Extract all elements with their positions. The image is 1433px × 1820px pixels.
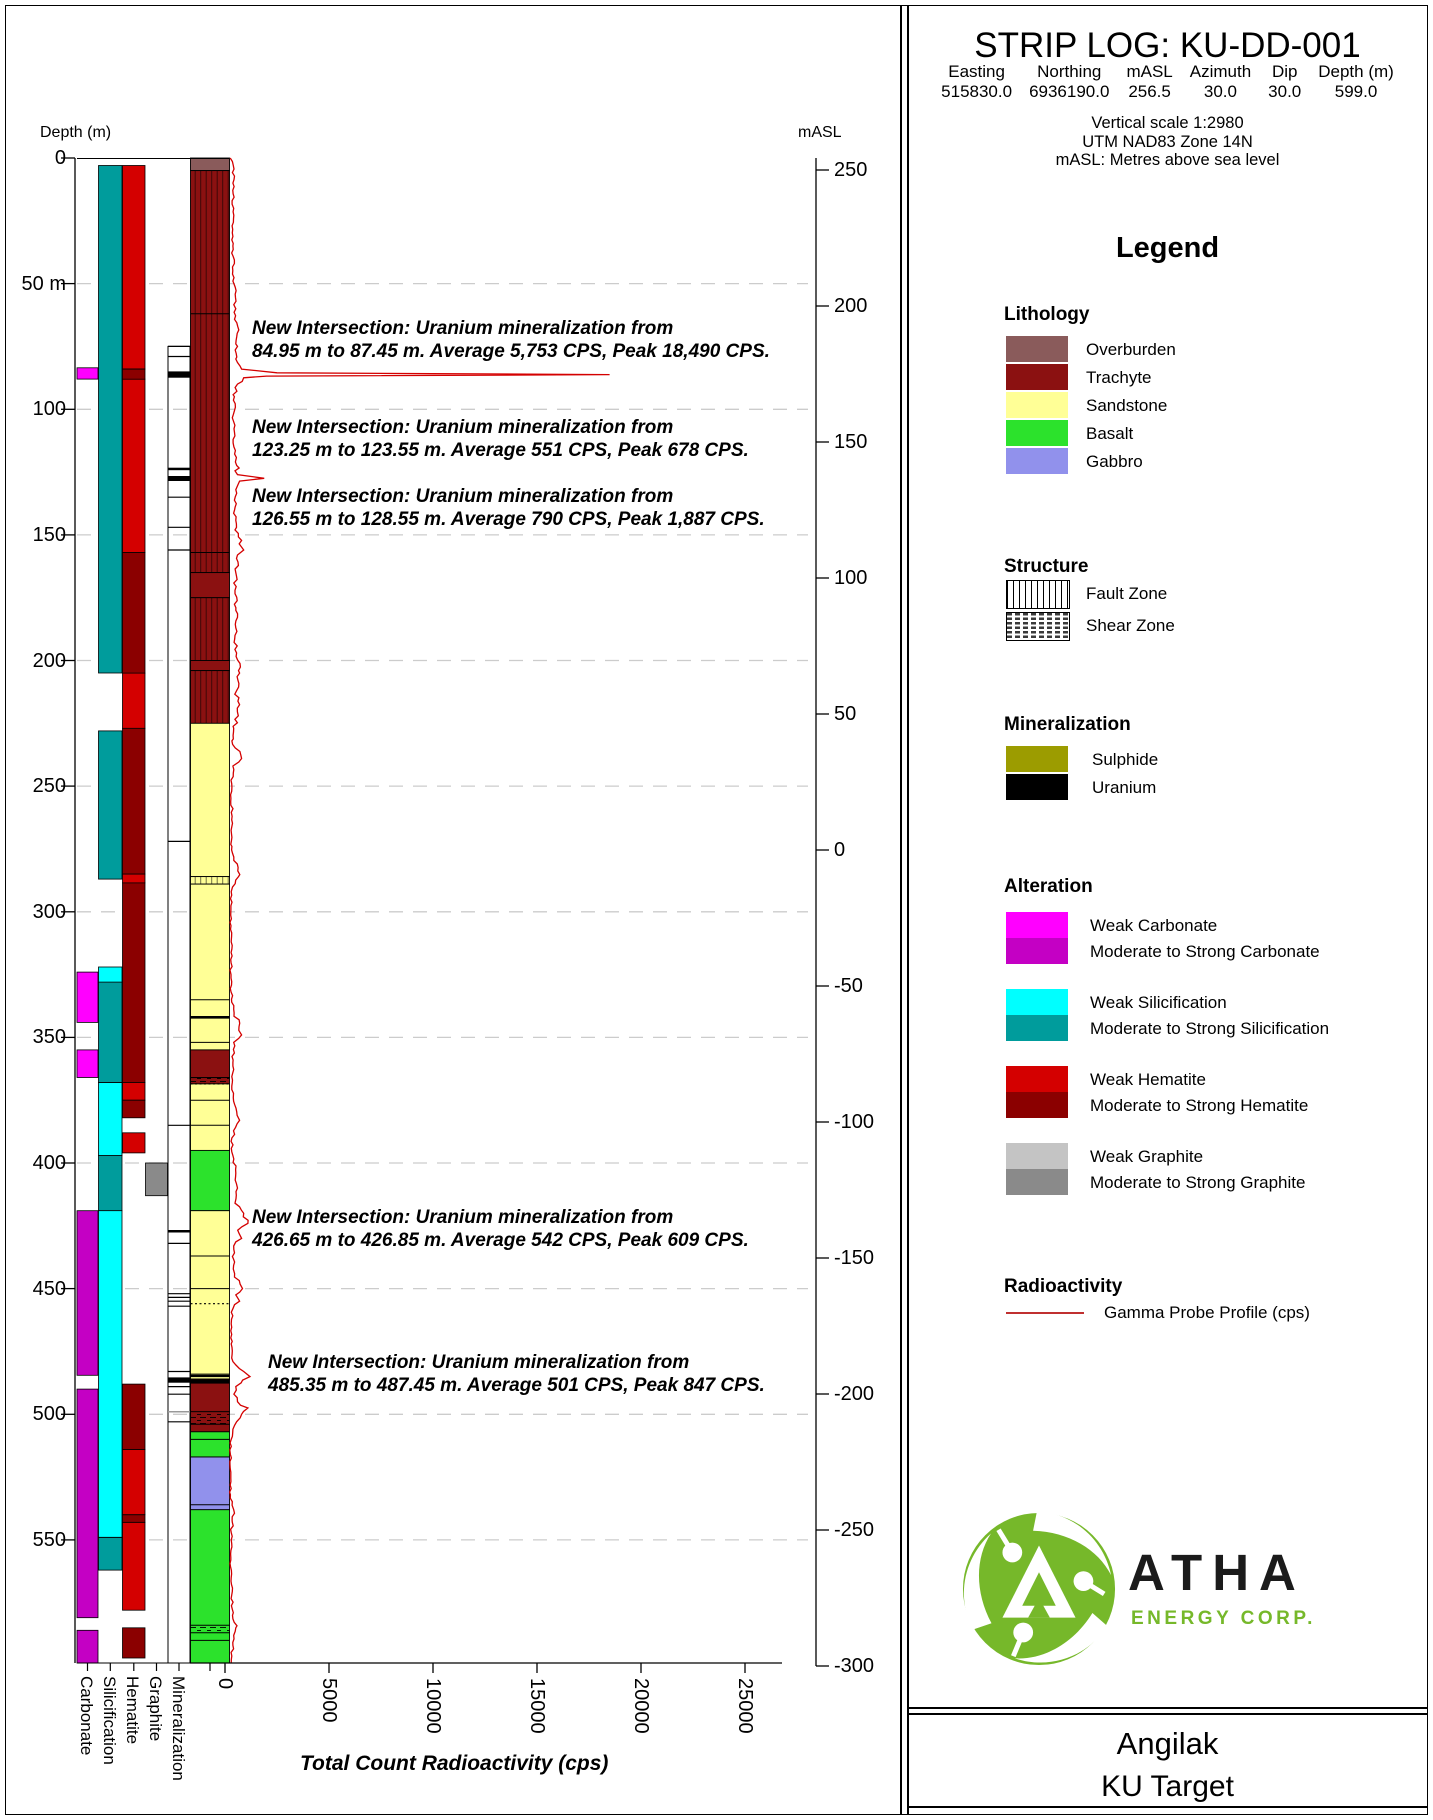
legend-item-label: Weak Silicification bbox=[1090, 993, 1227, 1012]
annotation-line2: 485.35 m to 487.45 m. Average 501 CPS, Peak 847 CPS. bbox=[268, 1375, 765, 1396]
depth-tick-label: 400 bbox=[32, 1152, 66, 1174]
lithology-interval bbox=[191, 661, 230, 671]
annotation-line1: New Intersection: Uranium mineralization from bbox=[252, 486, 674, 507]
project-name: Angilak bbox=[1116, 1726, 1219, 1761]
alteration-weak-swatch bbox=[1006, 912, 1068, 938]
structure-overlay bbox=[191, 171, 230, 573]
lithology-swatch bbox=[1006, 420, 1068, 446]
alteration-band bbox=[123, 369, 146, 379]
annotation-line2: 126.55 m to 128.55 m. Average 790 CPS, Peak 1,887 CPS. bbox=[252, 509, 765, 530]
lithology-interval bbox=[191, 158, 230, 171]
legend-item-label: Fault Zone bbox=[1086, 584, 1168, 603]
masl-tick-label: 0 bbox=[834, 839, 846, 861]
alteration-band bbox=[123, 1133, 146, 1153]
legend-item-label: Moderate to Strong Carbonate bbox=[1090, 942, 1320, 961]
uranium-band bbox=[168, 1377, 190, 1382]
alteration-band bbox=[123, 1522, 146, 1610]
intersection-annotation bbox=[252, 317, 770, 363]
alteration-weak-swatch bbox=[1006, 1066, 1068, 1092]
collar-field-label: Dip bbox=[1271, 62, 1298, 81]
legend-item-label: Moderate to Strong Hematite bbox=[1090, 1096, 1309, 1115]
intersection-annotation bbox=[252, 416, 749, 462]
alteration-band bbox=[99, 731, 123, 879]
structure-overlay bbox=[191, 1625, 230, 1633]
depth-tick-label: 350 bbox=[32, 1026, 66, 1048]
alteration-band bbox=[123, 1628, 146, 1658]
alteration-band bbox=[77, 972, 98, 1022]
lithology-interval bbox=[191, 1633, 230, 1663]
alteration-band bbox=[123, 874, 146, 883]
fault-zone-swatch bbox=[1006, 580, 1070, 609]
mineralization-swatch bbox=[1006, 746, 1068, 772]
cps-tick-label: 5000 bbox=[318, 1678, 340, 1723]
alteration-band bbox=[123, 1100, 146, 1118]
lithology-interval bbox=[191, 1457, 230, 1510]
scale-notes bbox=[908, 114, 1427, 170]
legend-item-label: Gamma Probe Profile (cps) bbox=[1104, 1303, 1310, 1322]
cps-axis-title: Total Count Radioactivity (cps) bbox=[300, 1752, 609, 1775]
depth-tick-label: 500 bbox=[32, 1403, 66, 1425]
panel-divider-line-inner bbox=[907, 6, 909, 1814]
lithology-interval bbox=[191, 1424, 230, 1432]
panel-divider-line-outer bbox=[900, 6, 902, 1814]
collar-field bbox=[1126, 62, 1172, 102]
collar-field-label: Azimuth bbox=[1189, 62, 1252, 81]
structure-overlay bbox=[191, 1078, 230, 1084]
alteration-band bbox=[77, 1050, 98, 1078]
lithology-interval bbox=[191, 723, 230, 876]
column-label: Carbonate bbox=[77, 1676, 96, 1756]
collar-field-value: 30.0 bbox=[1203, 82, 1237, 101]
legend-item-label: Gabbro bbox=[1086, 452, 1143, 471]
collar-field-value: 6936190.0 bbox=[1029, 82, 1110, 101]
legend-item-label: Weak Hematite bbox=[1090, 1070, 1206, 1089]
legend-item-label: Shear Zone bbox=[1086, 616, 1175, 635]
legend-item-label: Sandstone bbox=[1086, 396, 1168, 415]
depth-tick-label: 150 bbox=[32, 524, 66, 546]
alteration-band bbox=[123, 379, 146, 552]
cps-tick-label: 20000 bbox=[630, 1678, 652, 1734]
alteration-band bbox=[99, 1083, 123, 1156]
gamma-line-swatch bbox=[1006, 1312, 1084, 1314]
alteration-band bbox=[123, 883, 146, 1083]
uranium-in-litho bbox=[191, 1375, 230, 1377]
intersection-annotation bbox=[252, 1206, 749, 1252]
depth-tick-label: 450 bbox=[32, 1278, 66, 1300]
depth-tick-label: 200 bbox=[32, 650, 66, 672]
alteration-weak-swatch bbox=[1006, 989, 1068, 1015]
lithology-interval bbox=[191, 1050, 230, 1078]
depth-axis-title: Depth (m) bbox=[40, 124, 112, 141]
collar-field bbox=[1190, 62, 1251, 102]
alteration-band bbox=[99, 1156, 123, 1211]
masl-tick-label: 250 bbox=[834, 159, 868, 181]
lithology-interval bbox=[191, 1150, 230, 1210]
collar-field-value: 515830.0 bbox=[941, 82, 1013, 101]
annotation-line1: New Intersection: Uranium mineralization from bbox=[252, 1207, 674, 1228]
alteration-band bbox=[77, 1630, 98, 1663]
alteration-band bbox=[123, 166, 146, 370]
atha-logo-wordmark: ATHA bbox=[1128, 1544, 1306, 1601]
lithology-interval bbox=[191, 1211, 230, 1379]
masl-tick-label: 50 bbox=[834, 703, 857, 725]
legend-section-heading: Alteration bbox=[1004, 876, 1093, 897]
legend-section-heading: Structure bbox=[1004, 556, 1089, 577]
scale-note-line: UTM NAD83 Zone 14N bbox=[1082, 132, 1253, 151]
collar-field-label: Easting bbox=[948, 62, 1005, 81]
column-label: Hematite bbox=[123, 1676, 142, 1745]
alteration-band bbox=[99, 166, 123, 674]
footer-divider-line-outer bbox=[907, 1707, 1427, 1709]
cps-tick-label: 0 bbox=[214, 1678, 236, 1690]
masl-axis-title: mASL bbox=[798, 124, 842, 141]
shear-zone-swatch bbox=[1006, 612, 1070, 641]
depth-tick-label: 550 bbox=[32, 1529, 66, 1551]
column-label: Silicification bbox=[100, 1676, 119, 1765]
legend-item-label: Sulphide bbox=[1092, 750, 1159, 769]
atha-logo-subtitle: ENERGY CORP. bbox=[1131, 1608, 1316, 1629]
lithology-swatch bbox=[1006, 392, 1068, 418]
masl-tick-label: 200 bbox=[834, 295, 868, 317]
alteration-band bbox=[123, 728, 146, 874]
lithology-interval bbox=[191, 1510, 230, 1626]
uranium-band bbox=[168, 468, 190, 471]
alteration-band bbox=[77, 1211, 98, 1376]
lithology-swatch bbox=[1006, 448, 1068, 474]
lithology-interval bbox=[191, 884, 230, 1050]
scale-note-line: mASL: Metres above sea level bbox=[1055, 151, 1280, 169]
legend-item-label: Uranium bbox=[1092, 778, 1157, 797]
uranium-band bbox=[168, 1230, 190, 1233]
lithology-swatch bbox=[1006, 336, 1068, 362]
legend-item-label: Moderate to Strong Silicification bbox=[1090, 1019, 1330, 1038]
footer-divider-line-inner bbox=[907, 1713, 1427, 1715]
atha-logo-icon bbox=[960, 1510, 1118, 1668]
legend-item-label: Basalt bbox=[1086, 424, 1134, 443]
legend-item-label: Trachyte bbox=[1086, 368, 1152, 387]
alteration-band bbox=[123, 553, 146, 674]
mineralization-swatch bbox=[1006, 774, 1068, 800]
collar-field-value: 256.5 bbox=[1128, 82, 1171, 101]
legend-item-label: Weak Graphite bbox=[1090, 1147, 1204, 1166]
annotation-line1: New Intersection: Uranium mineralization from bbox=[252, 318, 674, 339]
alteration-band bbox=[99, 982, 123, 1083]
depth-tick-label: 250 bbox=[32, 775, 66, 797]
depth-tick-label: 300 bbox=[32, 901, 66, 923]
target-name: KU Target bbox=[1101, 1770, 1234, 1803]
legend-item-label: Weak Carbonate bbox=[1090, 916, 1218, 935]
alteration-band bbox=[77, 368, 98, 379]
lithology-interval bbox=[191, 1432, 230, 1457]
alteration-band bbox=[99, 967, 123, 982]
collar-info-table bbox=[908, 62, 1427, 102]
structure-overlay bbox=[191, 877, 230, 885]
collar-field-label: mASL bbox=[1126, 62, 1173, 81]
collar-field-label: Depth (m) bbox=[1318, 62, 1394, 81]
collar-field-value: 599.0 bbox=[1334, 82, 1378, 101]
uranium-in-litho bbox=[191, 1380, 230, 1384]
alteration-strong-swatch bbox=[1006, 1169, 1068, 1195]
footer-bottom-line bbox=[907, 1806, 1427, 1808]
alteration-weak-swatch bbox=[1006, 1143, 1068, 1169]
annotation-line1: New Intersection: Uranium mineralization from bbox=[268, 1352, 690, 1373]
structure-overlay bbox=[191, 671, 230, 724]
alteration-strong-swatch bbox=[1006, 1092, 1068, 1118]
lithology-swatch bbox=[1006, 364, 1068, 390]
legend-title: Legend bbox=[1115, 232, 1220, 264]
legend-section-heading: Radioactivity bbox=[1004, 1276, 1123, 1297]
alteration-band bbox=[123, 1083, 146, 1101]
legend-section-heading: Lithology bbox=[1004, 304, 1090, 325]
scale-note-line: Vertical scale 1:2980 bbox=[1091, 114, 1244, 132]
column-label: Graphite bbox=[146, 1676, 165, 1742]
masl-tick-label: -200 bbox=[834, 1383, 875, 1405]
collar-field bbox=[1268, 62, 1301, 102]
intersection-annotation bbox=[252, 485, 765, 531]
alteration-band bbox=[99, 1211, 123, 1538]
annotation-line2: 123.25 m to 123.55 m. Average 551 CPS, Peak 678 CPS. bbox=[252, 440, 749, 461]
collar-field bbox=[1029, 62, 1109, 102]
masl-tick-label: 100 bbox=[834, 567, 868, 589]
collar-field bbox=[941, 62, 1012, 102]
alteration-band bbox=[123, 1449, 146, 1514]
cps-tick-label: 15000 bbox=[526, 1678, 548, 1734]
masl-tick-label: 150 bbox=[834, 431, 868, 453]
legend-section-heading: Mineralization bbox=[1004, 714, 1131, 735]
cps-tick-label: 10000 bbox=[422, 1678, 444, 1734]
depth-tick-label: 50 m bbox=[21, 273, 66, 295]
uranium-band bbox=[168, 371, 190, 377]
legend-item-label: Moderate to Strong Graphite bbox=[1090, 1173, 1306, 1192]
alteration-band bbox=[123, 673, 146, 728]
alteration-strong-swatch bbox=[1006, 1015, 1068, 1041]
alteration-band bbox=[99, 1537, 123, 1570]
collar-field bbox=[1318, 62, 1394, 102]
lithology-interval bbox=[191, 573, 230, 598]
column-label: Mineralization bbox=[169, 1676, 188, 1781]
masl-tick-label: -300 bbox=[834, 1655, 875, 1677]
collar-field-label: Northing bbox=[1037, 62, 1102, 81]
cps-tick-label: 25000 bbox=[734, 1678, 756, 1734]
annotation-line1: New Intersection: Uranium mineralization from bbox=[252, 417, 674, 438]
alteration-strong-swatch bbox=[1006, 938, 1068, 964]
alteration-band bbox=[123, 1515, 146, 1523]
legend-item-label: Overburden bbox=[1086, 340, 1176, 359]
depth-tick-label: 100 bbox=[32, 398, 66, 420]
masl-tick-label: -150 bbox=[834, 1247, 875, 1269]
alteration-band bbox=[77, 1389, 98, 1618]
alteration-band bbox=[123, 1384, 146, 1449]
gamma-probe-profile bbox=[230, 158, 610, 1663]
intersection-annotation bbox=[268, 1351, 765, 1397]
structure-overlay bbox=[191, 598, 230, 661]
lithology-interval bbox=[191, 1379, 230, 1412]
annotation-line2: 426.65 m to 426.85 m. Average 542 CPS, Peak 609 CPS. bbox=[252, 1230, 749, 1251]
annotation-line2: 84.95 m to 87.45 m. Average 5,753 CPS, Peak 18,490 CPS. bbox=[252, 341, 770, 362]
lithology-interval bbox=[191, 1084, 230, 1151]
alteration-band bbox=[146, 1163, 168, 1196]
collar-field-value: 30.0 bbox=[1268, 82, 1302, 101]
masl-tick-label: -100 bbox=[834, 1111, 875, 1133]
depth-tick-label: 0 bbox=[54, 147, 66, 169]
masl-tick-label: -50 bbox=[834, 975, 863, 997]
structure-overlay bbox=[191, 1412, 230, 1425]
page-title: STRIP LOG: KU-DD-001 bbox=[974, 26, 1361, 65]
uranium-band bbox=[168, 476, 190, 481]
masl-tick-label: -250 bbox=[834, 1519, 875, 1541]
